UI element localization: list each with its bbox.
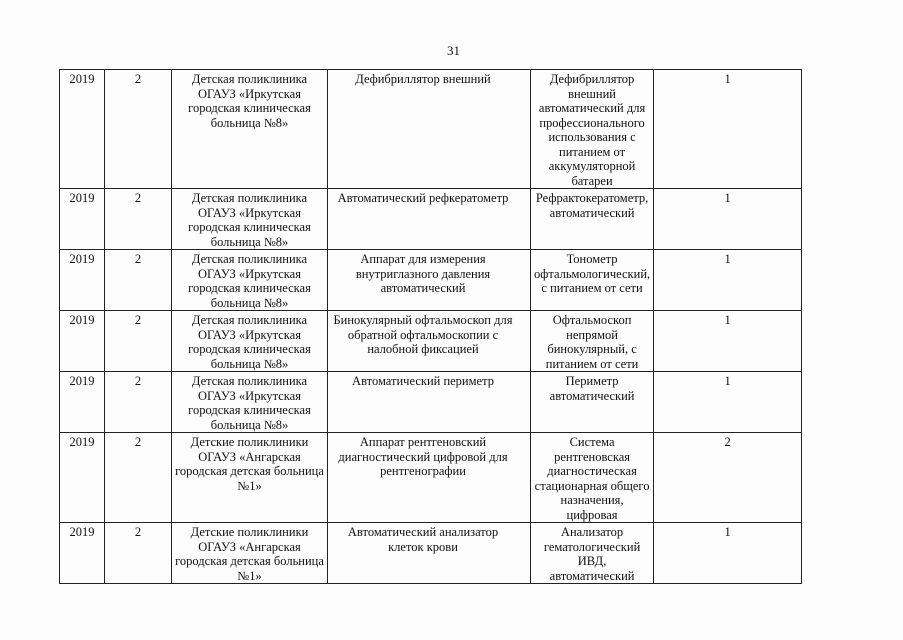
organization-cell: Детская поликлиника ОГАУЗ «Иркутская городская клиническая больница №8» — [172, 70, 328, 189]
quantity-cell: 1 — [654, 523, 802, 584]
year-cell: 2019 — [60, 523, 105, 584]
equipment-table — [59, 69, 862, 584]
year-cell: 2019 — [60, 372, 105, 433]
year-cell: 2019 — [60, 311, 105, 372]
quantity-cell: 1 — [654, 70, 802, 189]
table-row — [60, 70, 862, 189]
organization-cell: Детская поликлиника ОГАУЗ «Иркутская городская клиническая больница №8» — [172, 189, 328, 250]
equipment-name: Автоматический анализатор клеток крови — [347, 525, 499, 554]
organization-cell: Детская поликлиника ОГАУЗ «Иркутская городская клиническая больница №8» — [172, 311, 328, 372]
equipment-name: Аппарат для измерения внутриглазного давления автоматический — [355, 252, 491, 295]
equipment-name-cell — [328, 189, 531, 250]
equipment-name-cell — [328, 250, 531, 311]
equipment-name: Автоматический рефкератометр — [337, 191, 509, 205]
number-cell: 2 — [105, 250, 172, 311]
catalog-name-cell: Офтальмоскоп непрямой бинокулярный, с питанием от сети — [531, 311, 654, 372]
quantity-cell: 1 — [654, 311, 802, 372]
number-cell: 2 — [105, 523, 172, 584]
year-cell: 2019 — [60, 433, 105, 523]
equipment-name-cell — [328, 433, 531, 523]
number-cell: 2 — [105, 372, 172, 433]
table-row — [60, 250, 862, 311]
number-cell: 2 — [105, 189, 172, 250]
equipment-name-cell — [328, 523, 531, 584]
quantity-cell: 1 — [654, 372, 802, 433]
organization-cell: Детские поликлиники ОГАУЗ «Ангарская городская детская больница №1» — [172, 433, 328, 523]
number-cell: 2 — [105, 311, 172, 372]
quantity-cell: 1 — [654, 250, 802, 311]
table-row — [60, 311, 862, 372]
equipment-name: Автоматический периметр — [352, 374, 494, 388]
table-row — [60, 523, 862, 584]
catalog-name-cell: Анализатор гематологический ИВД, автоматический — [531, 523, 654, 584]
page-number: 31 — [447, 43, 460, 58]
year-cell: 2019 — [60, 250, 105, 311]
organization-cell: Детские поликлиники ОГАУЗ «Ангарская городская детская больница №1» — [172, 523, 328, 584]
table-row — [60, 372, 862, 433]
quantity-cell: 2 — [654, 433, 802, 523]
equipment-name-cell — [328, 372, 531, 433]
organization-cell: Детская поликлиника ОГАУЗ «Иркутская городская клиническая больница №8» — [172, 250, 328, 311]
catalog-name-cell: Периметр автоматический — [531, 372, 654, 433]
number-cell: 2 — [105, 433, 172, 523]
year-cell: 2019 — [60, 70, 105, 189]
organization-cell: Детская поликлиника ОГАУЗ «Иркутская городская клиническая больница №8» — [172, 372, 328, 433]
catalog-name-cell: Система рентгеновская диагностическая стационарная общего назначения, цифровая — [531, 433, 654, 523]
table-row — [60, 433, 862, 523]
catalog-name-cell: Рефрактокератометр, автоматический — [531, 189, 654, 250]
equipment-name: Бинокулярный офтальмоскоп для обратной офтальмоскопии с налобной фиксацией — [333, 313, 513, 356]
equipment-name: Аппарат рентгеновский диагностический цифровой для рентгенографии — [338, 435, 508, 478]
equipment-name-cell — [328, 311, 531, 372]
equipment-name: Дефибриллятор внешний — [355, 72, 491, 86]
catalog-name-cell: Тонометр офтальмологический, с питанием от сети — [531, 250, 654, 311]
year-cell: 2019 — [60, 189, 105, 250]
number-cell: 2 — [105, 70, 172, 189]
catalog-name-cell: Дефибриллятор внешний автоматический для профессионального использования с питанием от аккумуляторной батареи — [531, 70, 654, 189]
table-row — [60, 189, 862, 250]
equipment-name-cell — [328, 70, 531, 189]
quantity-cell: 1 — [654, 189, 802, 250]
